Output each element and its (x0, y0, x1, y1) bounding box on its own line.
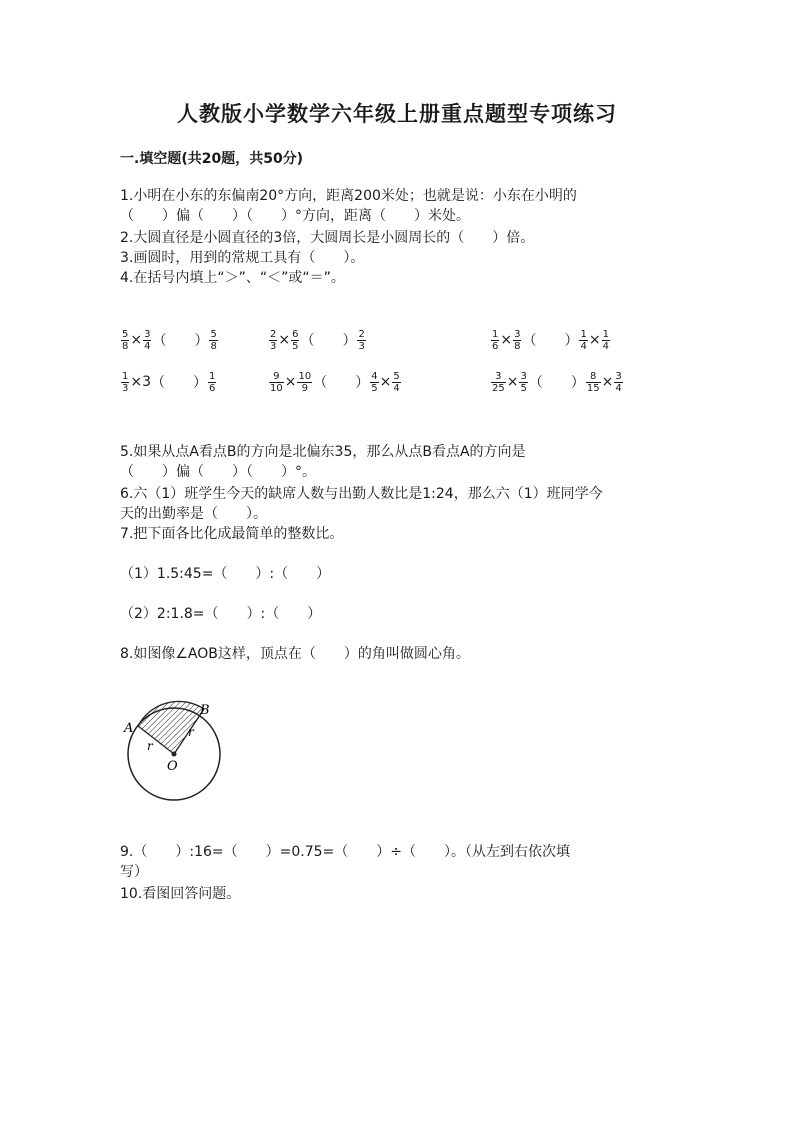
question-6-line-1: 6.六（1）班学生今天的缺席人数与出勤人数比是1:24，那么六（1）班同学今 (120, 486, 603, 502)
denominator: 9 (301, 382, 309, 394)
question-9-line-2: 写） (120, 864, 148, 880)
numerator: 9 (269, 371, 284, 383)
question-9-line-1: 9.（ ）:16=（ ）=0.75=（ ）÷（ ）。（从左到右依次填 (120, 844, 570, 860)
comparison-item (120, 325, 219, 355)
denominator: 8 (210, 340, 217, 352)
fraction (519, 371, 527, 394)
numerator: 4 (371, 370, 378, 382)
fraction (357, 329, 365, 352)
numerator: 1 (122, 370, 129, 382)
comparison-item (268, 367, 402, 397)
numerator: 5 (210, 328, 217, 340)
fraction (269, 371, 284, 394)
operator: × (379, 374, 392, 390)
question-1-line-1: 1.小明在小东的东偏南20°方向，距离200米处；也就是说：小东在小明的 (120, 188, 577, 204)
fraction (209, 329, 217, 352)
fraction (121, 329, 129, 352)
question-5-line-2: （ ）偏（ ）（ ）°。 (120, 464, 316, 480)
fraction (392, 371, 400, 394)
denominator: 15 (586, 382, 600, 394)
denominator: 5 (371, 382, 378, 394)
fraction (491, 371, 506, 394)
comparison-item (490, 367, 624, 397)
numerator: 8 (586, 371, 601, 383)
answer-blank[interactable]: （ ） (152, 333, 209, 349)
question-1-line-2: （ ）偏（ ）（ ）°方向，距离（ ）米处。 (120, 208, 470, 224)
numerator: 10 (298, 370, 312, 382)
denominator: 4 (615, 382, 622, 394)
numerator: 1 (209, 370, 216, 382)
question-7: 7.把下面各比化成最简单的整数比。 (120, 526, 344, 542)
label-r-right: r (188, 725, 194, 739)
denominator: 5 (520, 382, 527, 394)
numerator: 1 (580, 328, 587, 340)
operator: × (284, 374, 297, 390)
question-10: 10.看图回答问题。 (120, 886, 241, 902)
numerator: 1 (492, 328, 499, 340)
question-3: 3.画圆时，用到的常规工具有（ ）。 (120, 250, 365, 266)
numerator: 3 (144, 328, 151, 340)
center-point (172, 752, 177, 757)
denominator: 6 (492, 340, 499, 352)
label-o: O (167, 759, 178, 774)
comparison-item (490, 325, 611, 355)
fraction (491, 329, 499, 352)
label-a: A (124, 721, 134, 736)
operator: × (506, 374, 519, 390)
operator: × (130, 332, 143, 348)
denominator: 4 (602, 340, 609, 352)
answer-blank[interactable]: （ ） (151, 375, 208, 391)
denominator: 5 (292, 340, 299, 352)
fraction (579, 329, 587, 352)
question-5-line-1: 5.如果从点A看点B的方向是北偏东35，那么从点B看点A的方向是 (120, 444, 526, 460)
fraction (297, 371, 312, 394)
operator: ×3 (130, 374, 152, 390)
denominator: 8 (514, 340, 521, 352)
denominator: 3 (358, 340, 365, 352)
denominator: 4 (393, 382, 400, 394)
numerator: 3 (520, 370, 527, 382)
numerator: 3 (491, 371, 506, 383)
page-title: 人教版小学数学六年级上册重点题型专项练习 (177, 101, 617, 126)
fraction (370, 371, 378, 394)
circle-sector-figure (118, 696, 228, 808)
numerator: 3 (514, 328, 521, 340)
answer-blank[interactable]: （ ） (522, 333, 579, 349)
fraction (121, 371, 129, 394)
operator: × (601, 374, 614, 390)
operator: × (278, 332, 291, 348)
fraction (602, 329, 610, 352)
denominator: 3 (270, 340, 277, 352)
fraction (291, 329, 299, 352)
numerator: 2 (270, 328, 277, 340)
question-8: 8.如图像∠AOB这样，顶点在（ ）的角叫做圆心角。 (120, 646, 470, 662)
label-b: B (200, 703, 210, 718)
operator: × (500, 332, 513, 348)
numerator: 1 (602, 328, 609, 340)
denominator: 8 (122, 340, 129, 352)
denominator: 25 (492, 382, 505, 394)
answer-blank[interactable]: （ ） (313, 375, 370, 391)
answer-blank[interactable]: （ ） (300, 333, 357, 349)
numerator: 2 (358, 328, 365, 340)
denominator: 6 (209, 382, 216, 394)
section-heading: 一.填空题(共20题，共50分) (120, 151, 304, 167)
numerator: 6 (292, 328, 299, 340)
question-4: 4.在括号内填上“＞”、“＜”或“＝”。 (120, 270, 345, 286)
fraction (208, 371, 216, 394)
denominator: 4 (580, 340, 587, 352)
denominator: 3 (122, 382, 129, 394)
denominator: 10 (270, 382, 283, 394)
fraction (269, 329, 277, 352)
fraction (586, 371, 601, 394)
question-7-part-2: （2）2:1.8=（ ）:（ ） (120, 606, 322, 622)
numerator: 3 (615, 370, 622, 382)
fraction (513, 329, 521, 352)
numerator: 5 (393, 370, 400, 382)
question-6-line-2: 天的出勤率是（ ）。 (120, 506, 267, 522)
label-r-left: r (147, 739, 153, 753)
denominator: 4 (144, 340, 151, 352)
answer-blank[interactable]: （ ） (528, 375, 585, 391)
fraction (143, 329, 151, 352)
fraction (614, 371, 622, 394)
question-7-part-1: （1）1.5:45=（ ）:（ ） (120, 566, 331, 582)
comparison-item (268, 325, 367, 355)
comparison-item (120, 367, 217, 397)
numerator: 5 (122, 328, 129, 340)
question-2: 2.大圆直径是小圆直径的3倍，大圆周长是小圆周长的（ ）倍。 (120, 230, 535, 246)
operator: × (588, 332, 601, 348)
